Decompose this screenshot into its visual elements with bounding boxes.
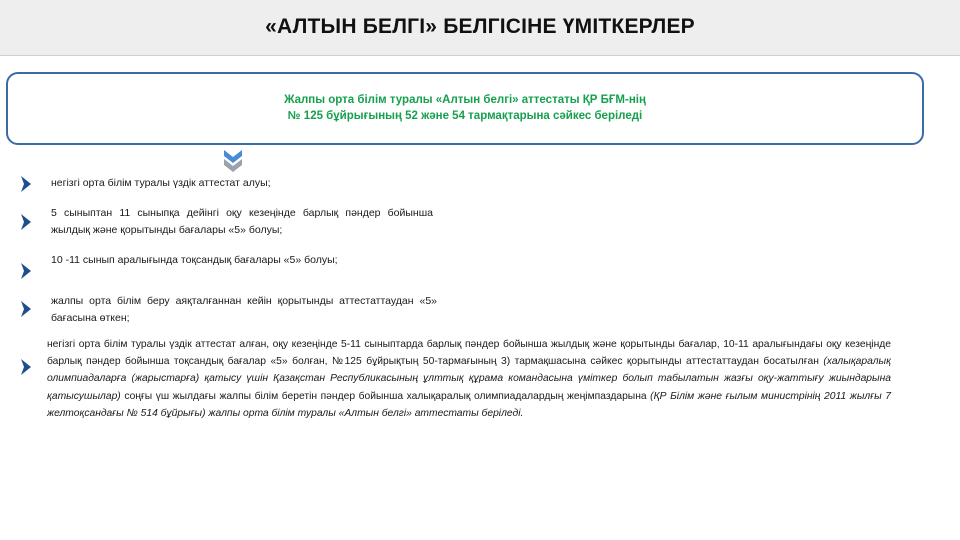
criterion-4: жалпы орта білім беру аяқталғаннан кейін қорытынды аттестаттаудан «5» бағасына өткен;	[51, 295, 437, 324]
info-banner	[6, 72, 924, 145]
double-chevron-down-icon	[221, 148, 245, 174]
paragraph-part-4: (ҚР Білім және ғылым министрінің 2011 жылғы 7 желтоқсандағы № 514 бұйрығы) жалпы орта білім туралы «Алтын белгі» аттестаты беріледі.	[47, 390, 891, 419]
arrow-right-icon	[20, 262, 32, 280]
banner-line-2: № 125 бұйрығының 52 және 54 тармақтарына сәйкес беріледі	[287, 110, 643, 122]
award-paragraph	[47, 336, 891, 422]
paragraph-part-1: негізгі орта білім туралы үздік аттестат алған, оқу кезеңінде 5-11 сыныптарда барлық пәндер бойынша жылдық және қорытынды бағалар, 10-11 аралығындағы оқу кезеңінде барлық пәндер бойынша тоқсандық бағалар «5» болған, №125 бұйрықтың 50-тармағының 3) тармақшасына сәйкес қорытынды аттестаттаудан босатылған	[47, 339, 891, 368]
criterion-3: 10 -11 сынып аралығында тоқсандық бағалары «5» болуы;	[51, 254, 338, 266]
criterion-1: негізгі орта білім туралы үздік аттестат алуы;	[51, 177, 271, 189]
arrow-right-icon	[20, 300, 32, 318]
arrow-right-icon	[20, 175, 32, 193]
arrow-right-icon	[20, 358, 32, 376]
header-bar	[0, 0, 960, 56]
paragraph-part-3: соңғы үш жылдағы жалпы білім беретін пәндер бойынша халықаралық олимпиадалардың жеңімпаздарына	[120, 390, 651, 402]
banner-line-1: Жалпы орта білім туралы «Алтын белгі» аттестаты ҚР БҒМ-нің	[284, 94, 646, 106]
paragraph-part-2: (халықаралық олимпиадаларға (жарыстарға) қатысу үшін Қазақстан Республикасының ұлттық құрама командасына үміткер болып табылатын жазғы оқу-жаттығу жиындарына қатысушылар)	[47, 356, 891, 402]
page-title: «АЛТЫН БЕЛГІ» БЕЛГІСІНЕ ҮМІТКЕРЛЕР	[265, 15, 695, 38]
criterion-2: 5 сыныптан 11 сыныпқа дейінгі оқу кезеңінде барлық пәндер бойынша жылдық және қорытынды бағалары «5» болуы;	[51, 207, 433, 236]
arrow-right-icon	[20, 213, 32, 231]
